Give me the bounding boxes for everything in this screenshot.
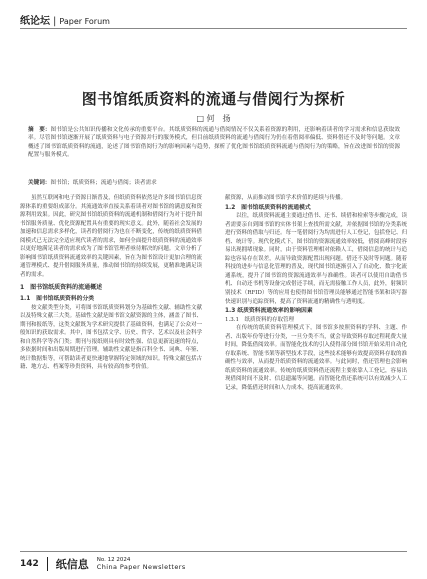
journal-logo: 纸信息	[55, 558, 89, 571]
body-paragraph: 以往，纸质资料流通主要通过借书、还书、续借和检索等步骤完成，读者需要亲自到图书馆的实体书架上查找所需文献，并依据图书馆的分类系统进行资料的借取与归还。每一笔借阅行为均需进行人工登记，包括登记、归档、统计等。现代化模式下，图书馆的资源流通效率较低，借阅高峰时段容易出现拥堵现象。同时，由于资料管理相对依赖人工，借阅信息的统计与追踪也容易存在误差，从而导致资源配置出现问题。借还不及时等问题。随着科技的进步与信息化管理的普及，现代图书馆逐渐引入了自动化、数字化流通系统，提升了图书馆的资源流通效率与准确性。读者可以使用自助借书机、自动还书机等设备完成借还手续，而无需接触工作人员，此外，射频识别技术（RFID）等的应用也使得图书馆管理员能够通过智能书架和读写器快速识别与追踪资料，提高了资料流通的精确性与透明度。	[225, 213, 407, 305]
section-heading: 1 图书馆纸质资料的流通概述	[20, 284, 103, 292]
subsection-heading: 1.2 图书馆纸质资料的流通模式	[225, 204, 311, 211]
journal-name-en: China Paper Newsletters	[96, 563, 186, 571]
abstract-label: 摘 要：	[28, 127, 51, 133]
subsection-heading: 1.3 纸质资料流通效率的影响因素	[225, 308, 313, 315]
column-name-en: Paper Forum	[59, 17, 110, 26]
body-paragraph: 在传统的纸质资料管理模式下，图书馆多按照资料的学科、主题、作者、出版年份等进行分类，一旦分类不当，就会导致资料存取过程耗费大量时间，降低借阅效率。而智能化技术的引入使得部分图书馆开始采用自动化存取系统、智能书架等新型技术手段，这些技术能够有效提高资料存取的准确性与效率，从而提升纸质资料的流通效率。与此同时，借还管理也会影响纸质资料的流通效率。传统的纸质资料借还流程主要依靠人工登记，容易出现借阅时间不及时、信息遗漏等问题。而智能化借还系统可以有效减少人工记录，降低借还时间和人力成本，提高流通效率。	[225, 325, 407, 392]
left-column	[20, 194, 202, 372]
article-title: 图书馆纸质资料的流通与借阅行为探析	[81, 90, 346, 108]
header-rule	[20, 28, 407, 29]
journal-header	[20, 12, 110, 27]
footer	[20, 556, 186, 572]
footer-divider	[47, 557, 48, 571]
header-separator: |	[53, 16, 57, 27]
footer-rule	[20, 551, 407, 552]
right-column	[225, 194, 407, 393]
body-paragraph: 献资源，从而推动图书馆学术价值的延续与传播。	[225, 195, 347, 201]
column-name: 纸论坛	[20, 16, 50, 27]
issue-number: No. 12 2024	[96, 557, 131, 563]
abstract	[28, 126, 400, 159]
abstract-text: 图书馆是公共知识传播和文化传承的重要平台。其纸质资料的流通与借阅情况不仅关系着资源的利用，还影响着读者的学习需求和信息获取效率。尽管图书馆逐渐开展了纸质资料与电子资源并行的服务模式，但目前纸质资料的流通与借阅行为仍在着借阅率偏低、资料借还不及时等问题。文章概述了图书馆纸质资料的流通，论述了图书馆借阅行为的影响因素与趋势，探析了优化图书馆纸质资料流通与借阅行为的策略，旨在改进图书馆的资源配置与服务模式。	[28, 127, 400, 158]
keywords-label: 关键词：	[28, 180, 51, 186]
keywords-text: 图书馆；纸质资料；流通与借阅；读者需求	[50, 180, 157, 186]
body-paragraph: 按文献类型分类，可将图书馆纸质资料划分为基础性文献、辅助性文献以及特殊文献三大类。基础性文献是图书馆文献资源的主体，涵盖了图书、期刊和报纸等，这类文献既为学术研究提供了基础资料，也满足了公众对一般知识的获取需求。其中，图书包括文学、历史、哲学、艺术以及社会科学和自然科学等各门类；期刊与报纸则具有时效性强、信息更新迅速的特点，多依据时间和出版周期进行管理。辅助性文献是指百科全书、词典、年鉴、统计数据集等，可帮助读者更快速地掌握特定领域的知识。特殊文献包括古籍、地方志、档案等珍贵资料，具有较高的参考价值。	[20, 304, 202, 371]
author: □ 何 扬	[196, 114, 231, 123]
subsubsection-heading: 1.3.1 纸质资料的存取管理	[225, 316, 294, 323]
intro-paragraph: 虽然互联网和电子资源日渐普及，但纸质资料依然是许多图书馆信息资源体系的重要组成部分。其流通效率直接关系着读者对图书馆的满意度和资源利用效果。因此，研究图书馆纸质资料的流通机制和借阅行为对于提升图书馆服务质量、优化资源配置具有重要的现实意义。此外，随着社会发展的加速和信息需求多样化，读者的借阅行为也在不断变化，传统的纸质资料借阅模式已无法完全适应现代读者的需求，如何全面提升纸质资料的流通效率以更好地满足读者的需求成为了图书馆管理者亟待解决的问题。文章分析了影响图书馆纸质资料流通效率的关键因素，旨在为图书馆设计更加合理的流通管理模式、提升借阅服务质量，推动图书馆的持续发展，更精准地满足读者的需求。	[20, 195, 202, 278]
page-number: 142	[20, 559, 39, 569]
subsection-heading: 1.1 图书馆纸质资料的分类	[20, 296, 95, 303]
keywords	[28, 178, 400, 186]
